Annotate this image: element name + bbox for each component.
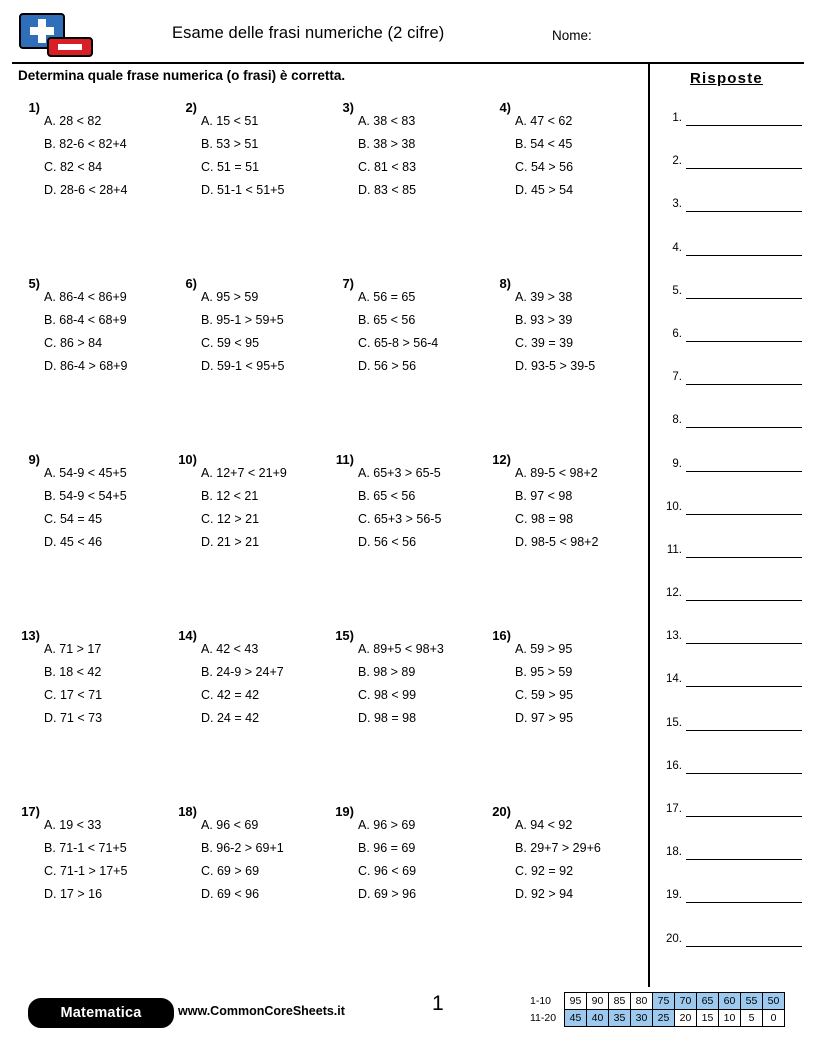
problem-number: 10) bbox=[178, 452, 197, 467]
choice-b[interactable]: B. 38 > 38 bbox=[358, 137, 416, 151]
answer-blank[interactable] bbox=[686, 427, 802, 428]
answer-blank[interactable] bbox=[686, 211, 802, 212]
answer-line-13[interactable] bbox=[660, 630, 808, 673]
problem-number: 12) bbox=[492, 452, 511, 467]
problem-number: 4) bbox=[499, 100, 511, 115]
answer-blank[interactable] bbox=[686, 816, 802, 817]
answer-blank[interactable] bbox=[686, 773, 802, 774]
answer-line-12[interactable] bbox=[660, 587, 808, 630]
score-cell: 30 bbox=[631, 1010, 653, 1027]
problem-choices bbox=[358, 444, 441, 554]
problem-row bbox=[14, 620, 642, 788]
answer-number: 4. bbox=[672, 241, 682, 254]
problem-number: 15) bbox=[335, 628, 354, 643]
problem-9 bbox=[14, 444, 171, 612]
choice-d[interactable]: D. 56 < 56 bbox=[358, 535, 417, 549]
problem-row bbox=[14, 796, 642, 964]
choice-c[interactable]: C. 12 > 21 bbox=[201, 512, 260, 526]
choice-b[interactable]: B. 96 = 69 bbox=[358, 841, 416, 855]
answer-blank[interactable] bbox=[686, 643, 802, 644]
problem-3 bbox=[328, 92, 485, 260]
answer-blank[interactable] bbox=[686, 686, 802, 687]
choice-b[interactable]: B. 98 > 89 bbox=[358, 665, 416, 679]
choice-c[interactable]: C. 59 < 95 bbox=[201, 336, 260, 350]
choice-a[interactable]: A. 47 < 62 bbox=[515, 114, 573, 128]
choice-d[interactable]: D. 45 < 46 bbox=[44, 535, 103, 549]
answer-number: 20. bbox=[666, 932, 682, 945]
answer-line-7[interactable] bbox=[660, 371, 808, 414]
choice-c[interactable]: C. 54 = 45 bbox=[44, 512, 103, 526]
choice-a[interactable]: A. 42 < 43 bbox=[201, 642, 259, 656]
choice-b[interactable]: B. 65 < 56 bbox=[358, 489, 416, 503]
choice-b[interactable]: B. 65 < 56 bbox=[358, 313, 416, 327]
score-table bbox=[528, 992, 785, 1027]
choice-d[interactable]: D. 59-1 < 95+5 bbox=[201, 359, 285, 373]
choice-c[interactable]: C. 96 < 69 bbox=[358, 864, 417, 878]
answer-line-15[interactable] bbox=[660, 717, 808, 760]
problem-choices bbox=[201, 444, 287, 554]
problem-row bbox=[14, 92, 642, 260]
name-label: Nome: bbox=[552, 28, 592, 43]
answer-blank[interactable] bbox=[686, 859, 802, 860]
problem-11 bbox=[328, 444, 485, 612]
problem-row bbox=[14, 444, 642, 612]
score-cell: 80 bbox=[631, 993, 653, 1010]
choice-a[interactable]: A. 39 > 38 bbox=[515, 290, 573, 304]
instruction-text: Determina quale frase numerica (o frasi) è corretta. bbox=[18, 68, 346, 83]
problem-17 bbox=[14, 796, 171, 964]
answer-number: 17. bbox=[666, 803, 682, 815]
header-divider bbox=[12, 62, 804, 64]
problem-6 bbox=[171, 268, 328, 436]
choice-b[interactable]: B. 68-4 < 68+9 bbox=[44, 313, 127, 327]
answers-list bbox=[660, 112, 808, 976]
answer-number: 8. bbox=[672, 414, 682, 427]
choice-d[interactable]: D. 93-5 > 39-5 bbox=[515, 359, 596, 373]
problem-13 bbox=[14, 620, 171, 788]
answer-line-18[interactable] bbox=[660, 846, 808, 889]
problem-number: 3) bbox=[342, 100, 354, 115]
answer-number: 18. bbox=[666, 846, 682, 859]
choice-d[interactable]: D. 71 < 73 bbox=[44, 711, 103, 725]
score-cell: 60 bbox=[719, 993, 741, 1010]
score-cell: 50 bbox=[763, 993, 785, 1010]
answer-line-11[interactable] bbox=[660, 544, 808, 587]
answer-blank[interactable] bbox=[686, 168, 802, 169]
answer-number: 12. bbox=[666, 587, 682, 600]
choice-c[interactable]: C. 54 > 56 bbox=[515, 160, 574, 174]
answers-heading: Risposte bbox=[690, 70, 763, 87]
choice-a[interactable]: A. 59 > 95 bbox=[515, 642, 573, 656]
problem-number: 17) bbox=[21, 804, 40, 819]
problem-choices bbox=[515, 268, 595, 378]
answer-number: 7. bbox=[672, 371, 682, 384]
choice-a[interactable]: A. 54-9 < 45+5 bbox=[44, 466, 127, 480]
answer-blank[interactable] bbox=[686, 384, 802, 385]
problem-choices bbox=[44, 444, 127, 554]
score-cell: 35 bbox=[609, 1010, 631, 1027]
answer-line-2[interactable] bbox=[660, 155, 808, 198]
choice-c[interactable]: C. 42 = 42 bbox=[201, 688, 260, 702]
answer-number: 15. bbox=[666, 716, 682, 729]
answer-number: 11. bbox=[666, 543, 682, 556]
problem-choices bbox=[358, 92, 416, 202]
choice-b[interactable]: B. 71-1 < 71+5 bbox=[44, 841, 127, 855]
answer-line-20[interactable] bbox=[660, 933, 808, 976]
answer-line-17[interactable] bbox=[660, 803, 808, 846]
problem-18 bbox=[171, 796, 328, 964]
choice-a[interactable]: A. 65+3 > 65-5 bbox=[358, 466, 441, 480]
choice-b[interactable]: B. 24-9 > 24+7 bbox=[201, 665, 284, 679]
score-cell: 15 bbox=[697, 1010, 719, 1027]
problem-number: 5) bbox=[28, 276, 40, 291]
answer-number: 1. bbox=[672, 112, 682, 124]
score-cell: 75 bbox=[653, 993, 675, 1010]
choice-d[interactable]: D. 98 = 98 bbox=[358, 711, 417, 725]
problem-choices bbox=[201, 92, 284, 202]
choice-c[interactable]: C. 82 < 84 bbox=[44, 160, 103, 174]
problem-choices bbox=[44, 620, 102, 730]
choice-a[interactable]: A. 96 < 69 bbox=[201, 818, 259, 832]
problem-number: 19) bbox=[335, 804, 354, 819]
answer-blank[interactable] bbox=[686, 125, 802, 126]
choice-b[interactable]: B. 54-9 < 54+5 bbox=[44, 489, 127, 503]
choice-c[interactable]: C. 92 = 92 bbox=[515, 864, 574, 878]
score-cell: 25 bbox=[653, 1010, 675, 1027]
answer-line-19[interactable] bbox=[660, 889, 808, 932]
problem-choices bbox=[515, 92, 573, 202]
choice-c[interactable]: C. 65+3 > 56-5 bbox=[358, 512, 442, 526]
problem-choices bbox=[201, 268, 284, 378]
problem-19 bbox=[328, 796, 485, 964]
problem-choices bbox=[44, 92, 127, 202]
answer-blank[interactable] bbox=[686, 730, 802, 731]
answer-line-6[interactable] bbox=[660, 328, 808, 371]
choice-d[interactable]: D. 24 = 42 bbox=[201, 711, 260, 725]
choice-b[interactable]: B. 95-1 > 59+5 bbox=[201, 313, 284, 327]
choice-a[interactable]: A. 28 < 82 bbox=[44, 114, 102, 128]
choice-d[interactable]: D. 56 > 56 bbox=[358, 359, 417, 373]
problem-choices bbox=[44, 796, 127, 906]
answer-number: 10. bbox=[666, 500, 682, 513]
problem-number: 18) bbox=[178, 804, 197, 819]
problem-number: 11) bbox=[335, 452, 354, 467]
problem-16 bbox=[485, 620, 642, 788]
problem-number: 1) bbox=[28, 100, 40, 115]
page-number: 1 bbox=[432, 992, 444, 1015]
choice-d[interactable]: D. 69 > 96 bbox=[358, 887, 417, 901]
answer-line-10[interactable] bbox=[660, 501, 808, 544]
choice-a[interactable]: A. 89-5 < 98+2 bbox=[515, 466, 598, 480]
answer-line-16[interactable] bbox=[660, 760, 808, 803]
answer-blank[interactable] bbox=[686, 341, 802, 342]
answer-number: 5. bbox=[672, 284, 682, 297]
choice-c[interactable]: C. 39 = 39 bbox=[515, 336, 574, 350]
score-cell: 65 bbox=[697, 993, 719, 1010]
choice-a[interactable]: A. 15 < 51 bbox=[201, 114, 259, 128]
answer-blank[interactable] bbox=[686, 600, 802, 601]
problem-number: 16) bbox=[492, 628, 511, 643]
problem-12 bbox=[485, 444, 642, 612]
problem-row bbox=[14, 268, 642, 436]
choice-b[interactable]: B. 93 > 39 bbox=[515, 313, 573, 327]
choice-c[interactable]: C. 51 = 51 bbox=[201, 160, 260, 174]
score-cell: 5 bbox=[741, 1010, 763, 1027]
answer-line-5[interactable] bbox=[660, 285, 808, 328]
choice-b[interactable]: B. 12 < 21 bbox=[201, 489, 259, 503]
problem-choices bbox=[201, 620, 284, 730]
problem-20 bbox=[485, 796, 642, 964]
answer-line-3[interactable] bbox=[660, 198, 808, 241]
score-cell: 0 bbox=[763, 1010, 785, 1027]
problem-choices bbox=[515, 444, 598, 554]
choice-c[interactable]: C. 59 > 95 bbox=[515, 688, 574, 702]
choice-c[interactable]: C. 71-1 > 17+5 bbox=[44, 864, 128, 878]
answer-line-9[interactable] bbox=[660, 458, 808, 501]
problem-4 bbox=[485, 92, 642, 260]
problem-7 bbox=[328, 268, 485, 436]
score-cell: 20 bbox=[675, 1010, 697, 1027]
problem-choices bbox=[358, 268, 438, 378]
problem-number: 14) bbox=[178, 628, 197, 643]
score-cell: 45 bbox=[565, 1010, 587, 1027]
answer-number: 2. bbox=[672, 155, 682, 168]
answer-number: 6. bbox=[672, 327, 682, 340]
choice-d[interactable]: D. 86-4 > 68+9 bbox=[44, 359, 128, 373]
choice-b[interactable]: B. 96-2 > 69+1 bbox=[201, 841, 284, 855]
choice-c[interactable]: C. 69 > 69 bbox=[201, 864, 260, 878]
answer-blank[interactable] bbox=[686, 514, 802, 515]
problem-number: 7) bbox=[342, 276, 354, 291]
problem-8 bbox=[485, 268, 642, 436]
problem-10 bbox=[171, 444, 328, 612]
problem-1 bbox=[14, 92, 171, 260]
problem-choices bbox=[201, 796, 284, 906]
score-row-1 bbox=[528, 993, 785, 1010]
score-cell: 10 bbox=[719, 1010, 741, 1027]
problem-number: 6) bbox=[185, 276, 197, 291]
choice-d[interactable]: D. 21 > 21 bbox=[201, 535, 260, 549]
answer-number: 3. bbox=[672, 198, 682, 211]
choice-d[interactable]: D. 98-5 < 98+2 bbox=[515, 535, 599, 549]
choice-c[interactable]: C. 98 < 99 bbox=[358, 688, 417, 702]
score-cell: 95 bbox=[565, 993, 587, 1010]
answer-number: 13. bbox=[666, 630, 682, 643]
problem-choices bbox=[358, 796, 416, 906]
choice-c[interactable]: C. 81 < 83 bbox=[358, 160, 417, 174]
answer-blank[interactable] bbox=[686, 946, 802, 947]
answer-blank[interactable] bbox=[686, 902, 802, 903]
score-range: 1-10 bbox=[530, 995, 552, 1007]
page-header bbox=[12, 10, 804, 62]
problem-number: 13) bbox=[21, 628, 40, 643]
choice-d[interactable]: D. 97 > 95 bbox=[515, 711, 574, 725]
page-footer bbox=[0, 986, 816, 1056]
choice-a[interactable]: A. 12+7 < 21+9 bbox=[201, 466, 287, 480]
answer-number: 19. bbox=[666, 889, 682, 902]
problem-15 bbox=[328, 620, 485, 788]
choice-a[interactable]: A. 38 < 83 bbox=[358, 114, 416, 128]
problem-choices bbox=[515, 620, 573, 730]
choice-c[interactable]: C. 65-8 > 56-4 bbox=[358, 336, 439, 350]
choice-a[interactable]: A. 19 < 33 bbox=[44, 818, 102, 832]
score-cell: 85 bbox=[609, 993, 631, 1010]
choice-d[interactable]: D. 83 < 85 bbox=[358, 183, 417, 197]
answer-line-8[interactable] bbox=[660, 414, 808, 457]
choice-b[interactable]: B. 54 < 45 bbox=[515, 137, 573, 151]
answer-blank[interactable] bbox=[686, 471, 802, 472]
choice-b[interactable]: B. 95 > 59 bbox=[515, 665, 573, 679]
problem-14 bbox=[171, 620, 328, 788]
problem-2 bbox=[171, 92, 328, 260]
problem-number: 2) bbox=[185, 100, 197, 115]
choice-d[interactable]: D. 92 > 94 bbox=[515, 887, 574, 901]
problem-number: 8) bbox=[499, 276, 511, 291]
answer-line-1[interactable] bbox=[660, 112, 808, 155]
answer-line-4[interactable] bbox=[660, 242, 808, 285]
answer-number: 9. bbox=[672, 457, 682, 470]
answers-divider bbox=[648, 62, 650, 987]
score-row-2 bbox=[528, 1010, 785, 1027]
answer-blank[interactable] bbox=[686, 255, 802, 256]
subject-badge: Matematica bbox=[28, 998, 174, 1028]
choice-a[interactable]: A. 86-4 < 86+9 bbox=[44, 290, 127, 304]
choice-a[interactable]: A. 56 = 65 bbox=[358, 290, 416, 304]
choice-d[interactable]: D. 51-1 < 51+5 bbox=[201, 183, 285, 197]
answer-line-14[interactable] bbox=[660, 673, 808, 716]
choice-b[interactable]: B. 97 < 98 bbox=[515, 489, 573, 503]
answer-blank[interactable] bbox=[686, 298, 802, 299]
website-link[interactable]: www.CommonCoreSheets.it bbox=[178, 1004, 345, 1018]
answer-number: 16. bbox=[666, 759, 682, 772]
choice-d[interactable]: D. 69 < 96 bbox=[201, 887, 260, 901]
answer-number: 14. bbox=[666, 673, 682, 686]
choice-c[interactable]: C. 98 = 98 bbox=[515, 512, 574, 526]
math-plus-minus-logo-icon bbox=[18, 12, 96, 62]
score-range: 11-20 bbox=[530, 1012, 557, 1024]
problem-choices bbox=[515, 796, 601, 906]
score-cell: 70 bbox=[675, 993, 697, 1010]
problem-choices bbox=[358, 620, 444, 730]
choice-d[interactable]: D. 28-6 < 28+4 bbox=[44, 183, 128, 197]
choice-d[interactable]: D. 45 > 54 bbox=[515, 183, 574, 197]
choice-a[interactable]: A. 95 > 59 bbox=[201, 290, 259, 304]
score-cell: 55 bbox=[741, 993, 763, 1010]
choice-a[interactable]: A. 96 > 69 bbox=[358, 818, 416, 832]
score-cell: 40 bbox=[587, 1010, 609, 1027]
problem-choices bbox=[44, 268, 127, 378]
choice-d[interactable]: D. 17 > 16 bbox=[44, 887, 103, 901]
choice-a[interactable]: A. 71 > 17 bbox=[44, 642, 102, 656]
problem-5 bbox=[14, 268, 171, 436]
choice-a[interactable]: A. 89+5 < 98+3 bbox=[358, 642, 444, 656]
answer-blank[interactable] bbox=[686, 557, 802, 558]
problems-grid bbox=[14, 92, 642, 972]
choice-b[interactable]: B. 29+7 > 29+6 bbox=[515, 841, 601, 855]
score-cell: 90 bbox=[587, 993, 609, 1010]
choice-b[interactable]: B. 82-6 < 82+4 bbox=[44, 137, 127, 151]
problem-number: 20) bbox=[492, 804, 511, 819]
choice-a[interactable]: A. 94 < 92 bbox=[515, 818, 573, 832]
choice-c[interactable]: C. 86 > 84 bbox=[44, 336, 103, 350]
choice-c[interactable]: C. 17 < 71 bbox=[44, 688, 103, 702]
problem-number: 9) bbox=[28, 452, 40, 467]
choice-b[interactable]: B. 18 < 42 bbox=[44, 665, 102, 679]
choice-b[interactable]: B. 53 > 51 bbox=[201, 137, 259, 151]
page-title: Esame delle frasi numeriche (2 cifre) bbox=[172, 24, 445, 42]
